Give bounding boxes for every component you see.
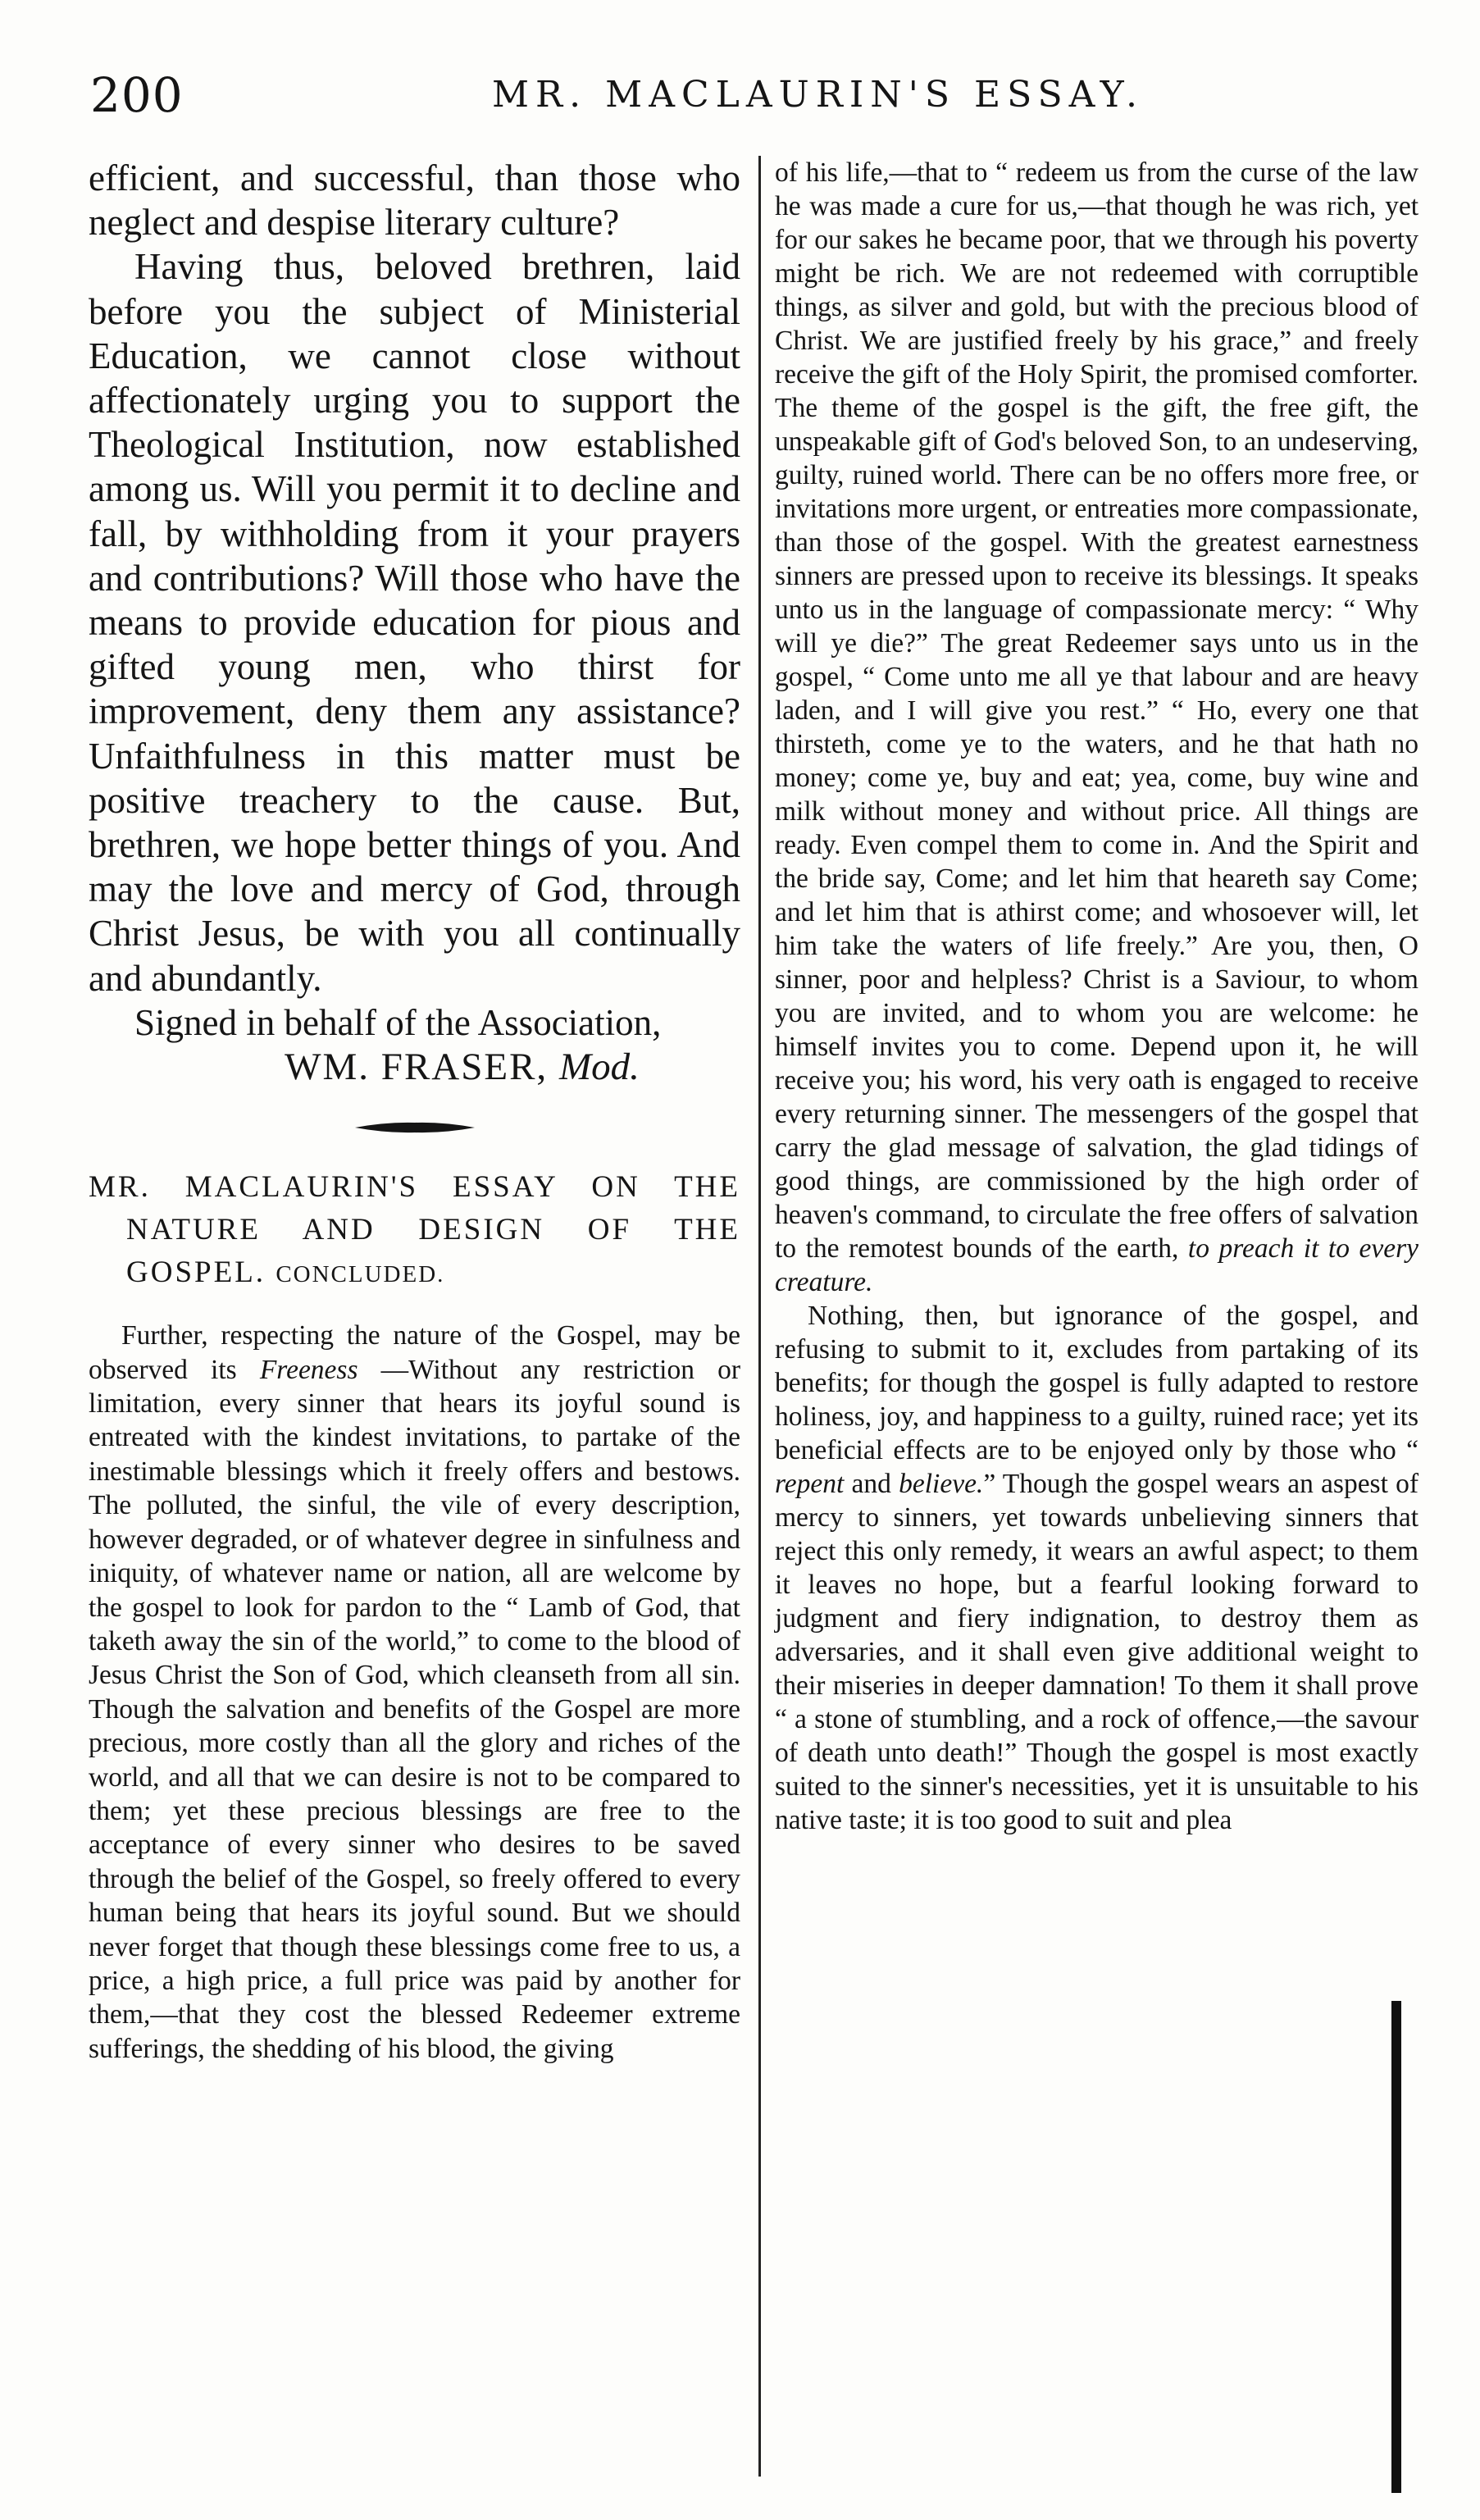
binding-shadow [1391,2001,1401,2493]
signed-line: Signed in behalf of the Association, [134,1001,662,1043]
address-paragraph-1: efficient, and successful, than those who neglect and despise literary culture? [89,157,740,244]
right-column [775,156,1419,1837]
column-rule [758,156,761,2477]
essay-right-p2-italic-believe: believe. [899,1469,984,1499]
essay-right-p2-before: Nothing, then, but ignorance of the gospel, and refusing to submit to it, excludes from partaking of its benefits; for though the gospel is fully adapted to restore holiness, joy, and happiness to a guilty, ruined race; yet its beneficial effects are to be enjoyed only by those who “ [775,1301,1419,1465]
essay-p1-before: Further, respecting the nature of the Gospel, may be observed its [89,1320,740,1385]
ornament-rule-icon [353,1120,476,1135]
essay-title-text: MR. MACLAURIN'S ESSAY ON THE NATURE AND DESIGN OF THE GOSPEL. [89,1170,740,1290]
essay-paragraph-continued [775,156,1419,1299]
essay-right-p1: of his life,—that to “ redeem us from the curse of the law he was made a cure for us,—that though he was rich, yet for our sakes he became poor, that we through his poverty might be rich. We are not redeemed with corruptible things, as silver and gold, but with the precious blood of Christ. We are justified freely by his grace,” and freely receive the gift of the Holy Spirit, the promised comforter. The theme of the gospel is the gift, the free gift, the unspeakable gift of God's beloved Son, to an undeserving, guilty, ruined world. There can be no offers more free, or invitations more urgent, or entreaties more compassionate, than those of the gospel. With the greatest earnestness sinners are pressed upon to receive its blessings. It speaks unto us in the language of compassionate mercy: “ Why will ye die?” The great Redeemer says unto us in the gospel, “ Come unto me all ye that labour and are heavy laden, and I will give you rest.” “ Ho, every one that thirsteth, come ye to the waters, and he that hath no money; come ye, buy and eat; yea, come, buy wine and milk without money and without price. All things are ready. Even compel them to come in. And the Spirit and the bride say, Come; and let him that heareth say Come; and let him that is athirst come; and whosoever will, let him take the waters of life freely.” Are you, then, O sinner, poor and helpless? Christ is a Saviour, to whom you are invited, and to whom you are welcome: he himself invites you to come. Depend upon it, he will receive you; his word, his very oath is engaged to receive every returning sinner. The messengers of the gospel that carry the glad message of salvation, the glad tidings of good things, are commissioned by the high order of heaven's command, to circulate the free offers of salvation to the remotest bounds of the earth, [775,157,1419,1264]
left-column [89,156,740,2066]
essay-paragraph-1 [89,1319,740,2066]
essay-right-p2-mid: and [844,1469,899,1499]
ornament-divider [89,1120,740,1135]
essay-right-p1-italic: to preach it to every creature. [775,1233,1419,1297]
running-title: MR. MACLAURIN'S ESSAY. [492,74,1144,116]
association-address [89,156,740,1089]
essay-right-p2-after: ” Though the gospel wears an aspest of mercy to sinners, yet towards unbelieving sinners that reject this only remedy, it wears an awful aspect; to them it leaves no hope, but a fearful looking forward to judgment and fiery indignation, to destroy them as adversaries, and it shall even give additional weight to their miseries in deeper damnation! To them it shall prove “ a stone of stumbling, and a rock of offence,—the savour of death unto death!” Though the gospel is most exactly suited to the sinner's necessities, yet it is unsuitable to his native taste; it is too good to suit and plea [775,1469,1419,1835]
signature-title: Mod. [558,1046,640,1089]
essay-concluded-label: CONCLUDED. [276,1261,445,1288]
page-number: 200 [90,67,184,123]
address-paragraph-2: Having thus, beloved brethren, laid before you the subject of Ministerial Education, we cannot close without affectionately urging you to support the Theological Institution, now established among us. Will you permit it to decline and fall, by withholding from it your prayers and contributions? Will those who have the means to provide education for pious and gifted young men, who thirst for improvement, deny them any assistance? Unfaithfulness in this matter must be positive treachery to the cause. But, brethren, we hope better things of you. And may the love and mercy of God, through Christ Jesus, be with you all continually and abundantly. [89,246,740,999]
running-head [90,67,1419,125]
essay-p1-italic: Freeness [259,1354,358,1385]
essay-title [89,1166,740,1296]
essay-p1-after: —Without any restriction or limitation, every sinner that hears its joyful sound is entreated with the kindest invitations, to partake of the inestimable blessings which it freely offers and bestows. The polluted, the sinful, the vile of every description, however degraded, or of whatever degree in sinfulness and iniquity, of whatever name or nation, all are welcome by the gospel to look for pardon to the “ Lamb of God, that taketh away the sin of the world,” to come to the blood of Jesus Christ the Son of God, which cleanseth from all sin. Though the salvation and benefits of the Gospel are more precious, more costly than all the glory and riches of the world, and all that we can desire is not to be compared to them; yet these precious blessings are free to the acceptance of every sinner who desires to be saved through the belief of the Gospel, so freely offered to every human being that hears its joyful sound. But we should never forget that though these blessings come free to us, a price, a high price, a full price was paid by another for them,—that they cost the blessed Redeemer extreme sufferings, the shedding of his blood, the giving [89,1354,740,2064]
essay-left-text [89,1319,740,2066]
signature [89,1045,740,1089]
essay-right-p2-italic-repent: repent [775,1469,845,1499]
essay-right-text [775,156,1419,1837]
signature-name: WM. FRASER, [285,1046,549,1089]
essay-paragraph-2 [775,1299,1419,1837]
